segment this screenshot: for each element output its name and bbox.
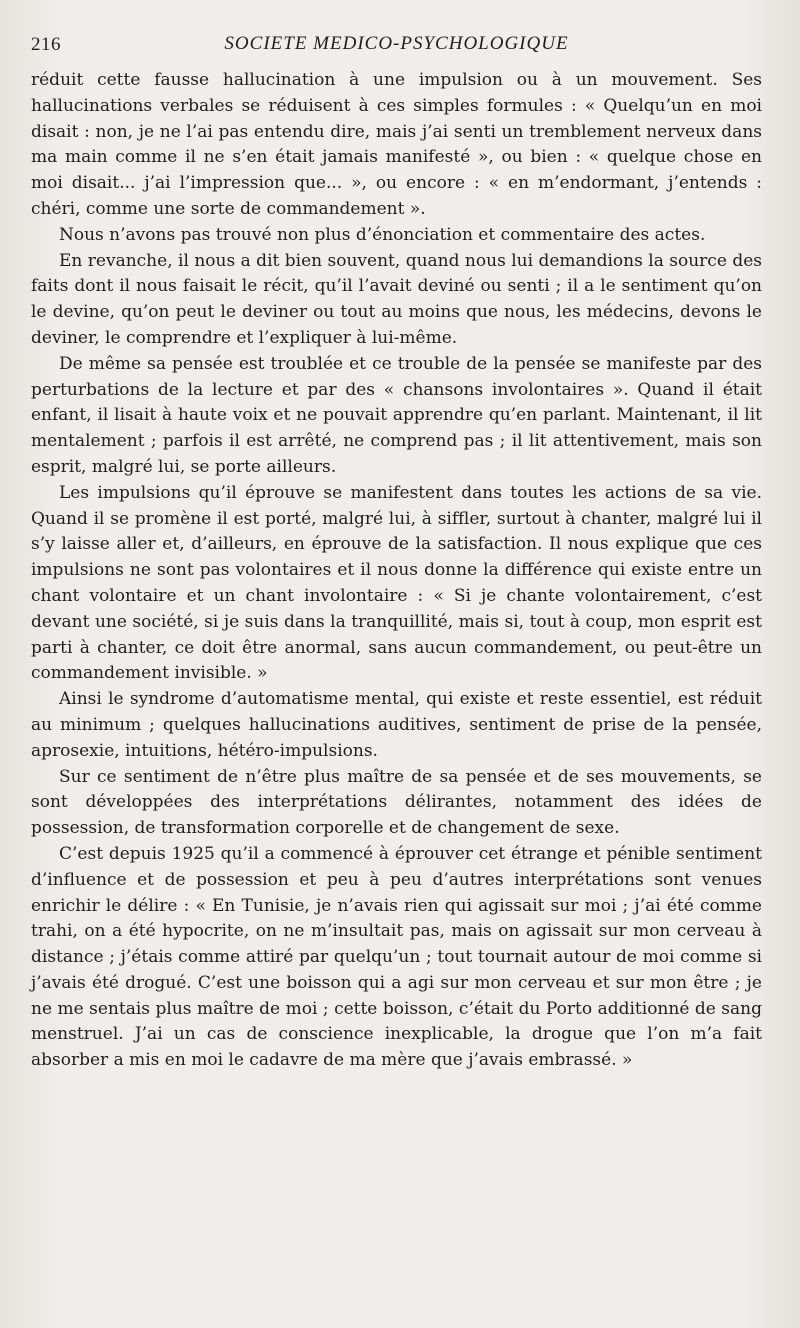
paragraph-continuation: réduit cette fausse hallucination à une impulsion ou à un mouvement. Ses hallucinations verbales se réduisent à ces simples formules : « Quelqu’un en moi disait : non, je ne l’ai pas entendu dire, mais j’ai senti un tremblement nerveux dans ma main comme il ne s’en était jamais manifesté », ou bien : « quelque chose en moi disait... j’ai l’impression que... », ou encore : « en m’endormant, j’entends : chéri, comme une sorte de commandement ». [31, 70, 762, 219]
paragraph: En revanche, il nous a dit bien souvent, quand nous lui demandions la source des faits dont il nous faisait le récit, qu’il l’avait deviné ou senti ; il a le sentiment qu’on le devine, qu’on peut le deviner ou tout au moins que nous, les médecins, devons le deviner, le comprendre et l’expliquer à lui-même. [31, 250, 762, 348]
paragraph: Ainsi le syndrome d’automatisme mental, qui existe et reste essentiel, est réduit au minimum ; quelques hallucinations auditives, sentiment de prise de la pensée, aprosexie, intuitions, hétéro-impulsions. [31, 689, 762, 761]
body-text [31, 68, 762, 1074]
page-number: 216 [31, 34, 61, 55]
paragraph: Les impulsions qu’il éprouve se manifestent dans toutes les actions de sa vie. Quand il se promène il est porté, malgré lui, à siffler, surtout à chanter, malgré lui il s’y laisse aller et, d’ailleurs, en éprouve de la satisfaction. Il nous explique que ces impulsions ne sont pas volontaires et il nous donne la différence qui existe entre un chant volontaire et un chant involontaire : « Si je chante volontairement, c’est devant une société, si je suis dans la tranquillité, mais si, tout à coup, mon esprit est parti à chanter, ce doit être anormal, sans aucun commandement, ou peut-être un commandement invisible. » [31, 482, 762, 684]
paragraph: De même sa pensée est troublée et ce trouble de la pensée se manifeste par des perturbations de la lecture et par des « chansons involontaires ». Quand il était enfant, il lisait à haute voix et ne pouvait apprendre qu’en parlant. Maintenant, il lit mentalement ; parfois il est arrêté, ne comprend pas ; il lit attentivement, mais son esprit, malgré lui, se porte ailleurs. [31, 353, 762, 477]
paragraph: Sur ce sentiment de n’être plus maître de sa pensée et de ses mouvements, se sont développées des interprétations délirantes, notamment des idées de possession, de transformation corporelle et de changement de sexe. [31, 766, 762, 839]
running-header [31, 30, 762, 56]
paragraph: C’est depuis 1925 qu’il a commencé à éprouver cet étrange et pénible sentiment d’influence et de possession et peu à peu d’autres interprétations sont venues enrichir le délire : « En Tunisie, je n’avais rien qui agissait sur moi ; j’ai été comme trahi, on a été hypocrite, on ne m’insultait pas, mais on agissait sur mon cerveau à distance ; j’étais comme attiré par quelqu’un ; tout tournait autour de moi comme si j’avais été drogué. C’est une boisson qui a agi sur mon cerveau et sur mon être ; je ne me sentais plus maître de moi ; cette boisson, c’était du Porto additionné de sang menstruel. J’ai un cas de conscience inexplicable, la drogue que l’on m’a fait absorber a mis en moi le cadavre de ma mère que j’avais embrassé. » [31, 843, 762, 1071]
paragraph: Nous n’avons pas trouvé non plus d’énonciation et commentaire des actes. [59, 224, 706, 245]
journal-title: SOCIETE MEDICO-PSYCHOLOGIQUE [224, 33, 569, 54]
